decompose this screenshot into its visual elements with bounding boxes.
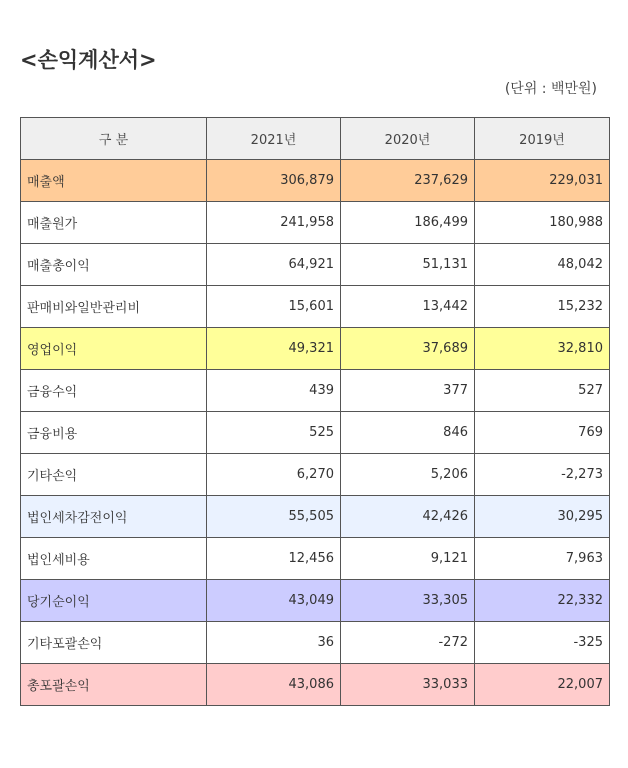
row-label: 법인세차감전이익 — [21, 496, 207, 538]
value-2019: 48,042 — [475, 244, 610, 286]
unit-note: (단위 : 백만원) — [504, 81, 597, 97]
row-label: 법인세비용 — [21, 538, 207, 580]
value-2020: 5,206 — [341, 454, 475, 496]
table-row — [21, 412, 610, 454]
value-2021: 439 — [207, 370, 341, 412]
value-2020: -272 — [341, 622, 475, 664]
value-2021: 64,921 — [207, 244, 341, 286]
value-2021: 43,086 — [207, 664, 341, 706]
value-2020: 846 — [341, 412, 475, 454]
header-2021: 2021년 — [207, 118, 341, 160]
value-2019: 180,988 — [475, 202, 610, 244]
table-row — [21, 370, 610, 412]
row-label: 매출총이익 — [21, 244, 207, 286]
table-row — [21, 622, 610, 664]
row-label: 매출액 — [21, 160, 207, 202]
value-2021: 525 — [207, 412, 341, 454]
table-row — [21, 202, 610, 244]
value-2021: 241,958 — [207, 202, 341, 244]
value-2020: 9,121 — [341, 538, 475, 580]
row-label: 당기순이익 — [21, 580, 207, 622]
table-row — [21, 244, 610, 286]
value-2019: 15,232 — [475, 286, 610, 328]
row-label: 총포괄손익 — [21, 664, 207, 706]
table-row — [21, 496, 610, 538]
value-2019: -2,273 — [475, 454, 610, 496]
table-row — [21, 580, 610, 622]
value-2021: 43,049 — [207, 580, 341, 622]
value-2020: 37,689 — [341, 328, 475, 370]
value-2020: 186,499 — [341, 202, 475, 244]
value-2019: 7,963 — [475, 538, 610, 580]
value-2019: 527 — [475, 370, 610, 412]
value-2019: 769 — [475, 412, 610, 454]
value-2019: 32,810 — [475, 328, 610, 370]
row-label: 기타손익 — [21, 454, 207, 496]
value-2019: 22,332 — [475, 580, 610, 622]
header-row — [21, 118, 610, 160]
row-label: 매출원가 — [21, 202, 207, 244]
value-2019: 229,031 — [475, 160, 610, 202]
value-2020: 51,131 — [341, 244, 475, 286]
table-row — [21, 286, 610, 328]
table-row — [21, 538, 610, 580]
value-2021: 49,321 — [207, 328, 341, 370]
value-2020: 377 — [341, 370, 475, 412]
table-row — [21, 160, 610, 202]
value-2019: -325 — [475, 622, 610, 664]
value-2020: 237,629 — [341, 160, 475, 202]
row-label: 판매비와일반관리비 — [21, 286, 207, 328]
value-2020: 13,442 — [341, 286, 475, 328]
table-row — [21, 664, 610, 706]
value-2021: 15,601 — [207, 286, 341, 328]
value-2020: 33,033 — [341, 664, 475, 706]
table-row — [21, 328, 610, 370]
header-category: 구 분 — [21, 118, 207, 160]
value-2019: 30,295 — [475, 496, 610, 538]
table-row — [21, 454, 610, 496]
row-label: 기타포괄손익 — [21, 622, 207, 664]
value-2020: 33,305 — [341, 580, 475, 622]
value-2021: 12,456 — [207, 538, 341, 580]
value-2021: 36 — [207, 622, 341, 664]
row-label: 금융비용 — [21, 412, 207, 454]
page-title: <손익계산서> — [20, 48, 157, 72]
header-2020: 2020년 — [341, 118, 475, 160]
income-statement-table — [20, 117, 610, 706]
header-2019: 2019년 — [475, 118, 610, 160]
value-2019: 22,007 — [475, 664, 610, 706]
value-2020: 42,426 — [341, 496, 475, 538]
value-2021: 6,270 — [207, 454, 341, 496]
value-2021: 55,505 — [207, 496, 341, 538]
value-2021: 306,879 — [207, 160, 341, 202]
row-label: 금융수익 — [21, 370, 207, 412]
row-label: 영업이익 — [21, 328, 207, 370]
